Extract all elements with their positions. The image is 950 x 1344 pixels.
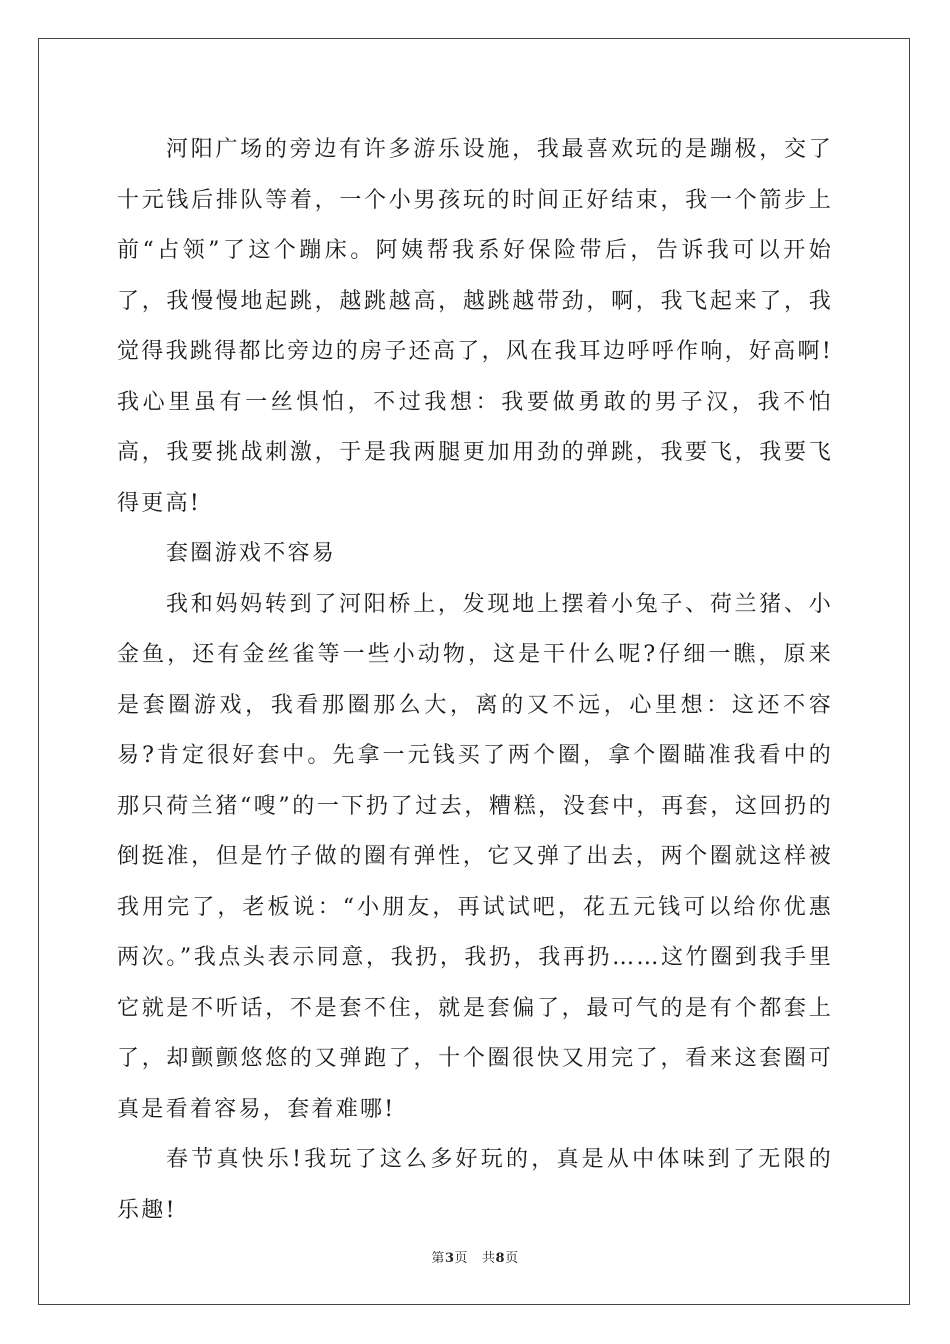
page-footer (0, 1247, 950, 1266)
paragraph-conclusion: 春节真快乐!我玩了这么多好玩的，真是从中体味到了无限的乐趣! (117, 1147, 833, 1223)
document-body (117, 125, 833, 1236)
total-prefix: 共 (482, 1251, 496, 1266)
paragraph-ring-toss: 我和妈妈转到了河阳桥上，发现地上摆着小兔子、荷兰猪、小金鱼，还有金丝雀等一些小动物，这是干什么呢?仔细一瞧，原来是套圈游戏，我看那圈那么大，离的又不远，心里想：这还不容易?肯定很好套中。先拿一元钱买了两个圈，拿个圈瞄准我看中的那只荷兰猪“嗖”的一下扔了过去，糟糕，没套中，再套，这回扔的倒挺准，但是竹子做的圈有弹性，它又弹了出去，两个圈就这样被我用完了，老板说：“小朋友，再试试吧，花五元钱可以给你优惠两次。”我点头表示同意，我扔，我扔，我再扔……这竹圈到我手里它就是不听话，不是套不住，就是套偏了，最可气的是有个都套上了，却颤颤悠悠的又弹跑了，十个圈很快又用完了，看来这套圈可真是看着容易，套着难哪! (117, 591, 833, 1122)
total-suffix: 页 (505, 1251, 519, 1266)
total-pages: 8 (495, 1251, 506, 1266)
page-number: 3 (444, 1251, 455, 1266)
paragraph-bungee: 河阳广场的旁边有许多游乐设施，我最喜欢玩的是蹦极，交了十元钱后排队等着，一个小男孩玩的时间正好结束，我一个箭步上前“占领”了这个蹦床。阿姨帮我系好保险带后，告诉我可以开始了，我慢慢地起跳，越跳越高，越跳越带劲，啊，我飞起来了，我觉得我跳得都比旁边的房子还高了，风在我耳边呼呼作响，好高啊!我心里虽有一丝惧怕，不过我想：我要做勇敢的男子汉，我不怕高，我要挑战刺激，于是我两腿更加用劲的弹跳，我要飞，我要飞得更高! (117, 137, 833, 516)
page-suffix: 页 (454, 1251, 468, 1266)
page-prefix: 第 (431, 1251, 445, 1266)
section-heading-ring-toss: 套圈游戏不容易 (166, 541, 337, 566)
